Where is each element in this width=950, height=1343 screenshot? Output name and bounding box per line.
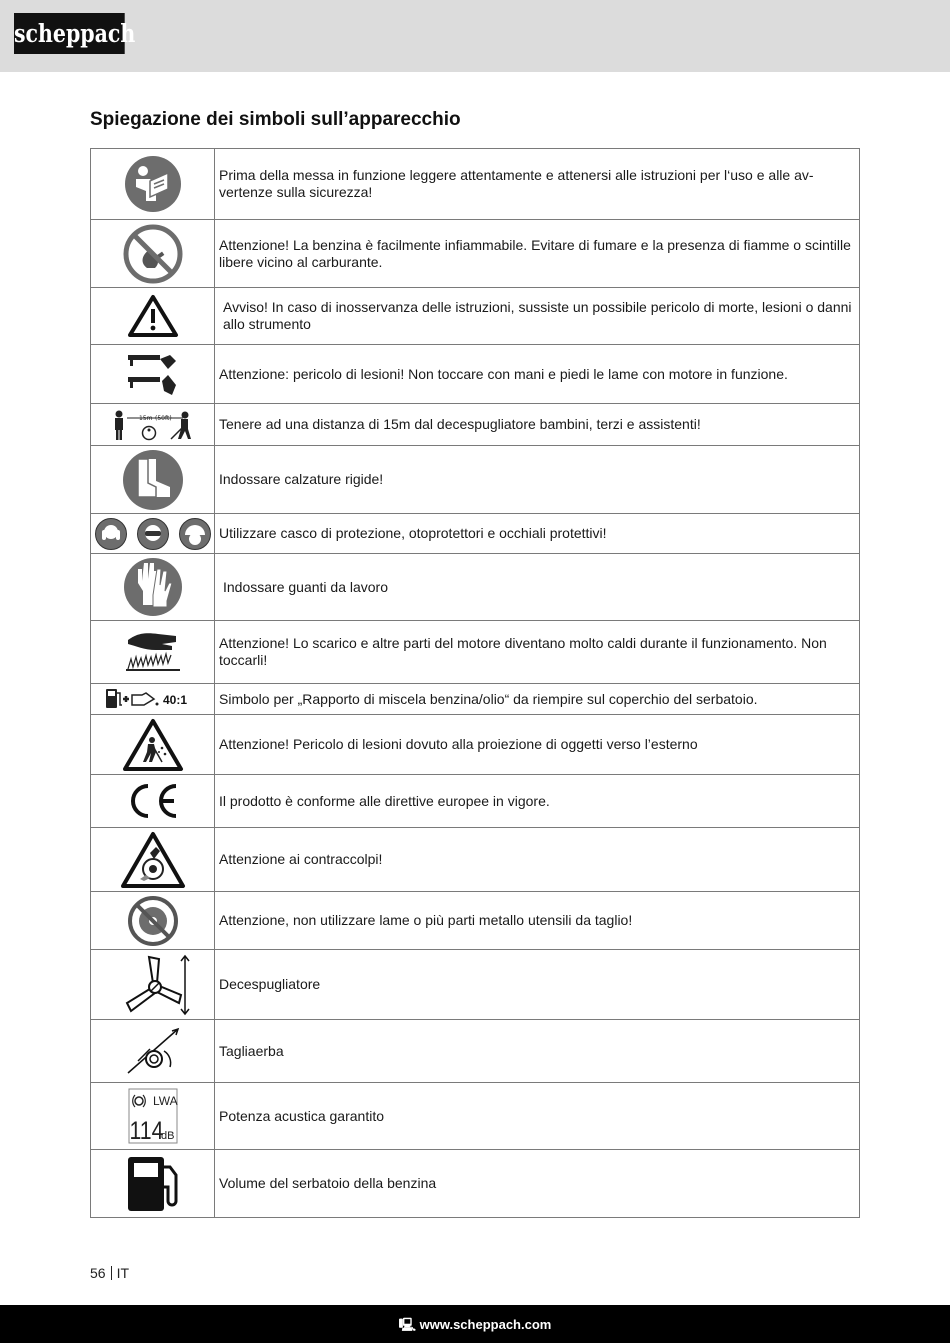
icon-cell (91, 775, 215, 828)
no-fire-icon (123, 224, 183, 284)
icon-cell (91, 514, 215, 554)
description-cell: Attenzione! Pericolo di lesioni dovuto alla proiezione di oggetti verso l’esterno (215, 715, 860, 775)
icon-cell (91, 220, 215, 288)
description-cell: Potenza acustica garantito (215, 1083, 860, 1150)
mix-ratio-label: 40:1 (162, 693, 187, 707)
distance-15m-icon (111, 409, 195, 441)
header-bar (0, 0, 950, 72)
description-cell: Utilizzare casco di protezione, otoprotettori e occhiali protettivi! (215, 514, 860, 554)
sound-power-value: 114 (129, 1116, 163, 1145)
brand-logo: scheppach (14, 13, 125, 54)
description-cell: Attenzione! Lo scarico e altre parti del motore diventano molto caldi durante il funzionamento. Non toccarli! (215, 621, 860, 684)
page-footer (90, 1265, 129, 1281)
description-cell: Attenzione! La benzina è facilmente infiammabile. Evitare di fumare e la presenza di fiamme o scintille libere vicino al carburante. (215, 220, 860, 288)
icon-cell (91, 446, 215, 514)
description-cell (215, 288, 860, 345)
description-cell: Attenzione, non utilizzare lame o più parti metallo utensili da taglio! (215, 892, 860, 950)
table-row (91, 621, 860, 684)
table-row (91, 828, 860, 892)
icon-cell (91, 950, 215, 1020)
icon-cell (91, 288, 215, 345)
symbols-table (90, 148, 860, 1218)
hot-surface-icon (124, 630, 182, 674)
table-row (91, 1020, 860, 1083)
icon-cell (91, 404, 215, 446)
warning-triangle-icon (127, 294, 179, 338)
table-row (91, 554, 860, 621)
icon-cell (91, 149, 215, 220)
description-cell: Tagliaerba (215, 1020, 860, 1083)
no-metal-blade-icon (127, 895, 179, 947)
table-row (91, 775, 860, 828)
computer-icon: 🖳 (398, 1317, 416, 1332)
ce-mark-icon (124, 780, 182, 822)
description-cell: Il prodotto è conforme alle direttive europee in vigore. (215, 775, 860, 828)
icon-cell (91, 1150, 215, 1218)
website-url-text: www.scheppach.com (419, 1317, 552, 1332)
table-row (91, 1150, 860, 1218)
icon-cell (91, 345, 215, 404)
distance-label-ft: (50ft) (154, 414, 172, 422)
page-title: Spiegazione dei simboli sull’apparecchio (90, 109, 461, 130)
brush-cutter-blade-icon (113, 953, 193, 1017)
table-row (91, 446, 860, 514)
blade-hand-foot-icon (126, 351, 180, 397)
description-cell (215, 554, 860, 621)
kickback-icon (120, 831, 186, 889)
description-cell: Simbolo per „Rapporto di miscela benzina/olio“ da riempire sul coperchio del serbatoio. (215, 684, 860, 715)
icon-cell (91, 554, 215, 621)
description-cell: Attenzione ai contraccolpi! (215, 828, 860, 892)
description-cell: Decespugliatore (215, 950, 860, 1020)
description-cell: Prima della messa in funzione leggere attentamente e attenersi alle istruzioni per l‘uso e alle av-vertenze sulla sicurezza! (215, 149, 860, 220)
page-number: 56 (90, 1265, 106, 1281)
sound-power-icon (127, 1087, 179, 1145)
grass-trimmer-icon (120, 1025, 186, 1077)
ear-eye-head-protection-icon (94, 517, 212, 551)
language-code: IT (116, 1265, 130, 1281)
icon-cell (91, 715, 215, 775)
gloves-icon (123, 557, 183, 617)
table-row (91, 684, 860, 715)
icon-cell (91, 1083, 215, 1150)
icon-cell (91, 828, 215, 892)
table-row (91, 514, 860, 554)
lwa-label: LWA (152, 1094, 178, 1108)
table-row (91, 149, 860, 220)
footer-divider (111, 1266, 112, 1280)
icon-cell (91, 621, 215, 684)
distance-label: 15m (138, 414, 152, 422)
table-row (91, 404, 860, 446)
icon-cell (91, 1020, 215, 1083)
table-row (91, 288, 860, 345)
description-cell: Attenzione: pericolo di lesioni! Non toccare con mani e piedi le lame con motore in funzione. (215, 345, 860, 404)
table-row (91, 345, 860, 404)
read-manual-icon (124, 155, 182, 213)
fuel-pump-icon (124, 1153, 182, 1215)
description-text: Avviso! In caso di inosservanza delle istruzioni, sussiste un possibile pericolo di morte, lesioni o danni allo strumento (223, 299, 852, 332)
website-url[interactable] (0, 1316, 950, 1338)
table-row (91, 950, 860, 1020)
icon-cell (91, 684, 215, 715)
description-cell: Indossare calzature rigide! (215, 446, 860, 514)
table-row (91, 715, 860, 775)
icon-cell (91, 892, 215, 950)
thrown-objects-icon (122, 718, 184, 772)
table-row (91, 1083, 860, 1150)
fuel-mix-icon (104, 687, 202, 711)
description-text: Indossare guanti da lavoro (223, 578, 388, 595)
safety-boots-icon (122, 449, 184, 511)
description-cell: Volume del serbatoio della benzina (215, 1150, 860, 1218)
table-row (91, 220, 860, 288)
description-cell: Tenere ad una distanza di 15m dal decespugliatore bambini, terzi e assistenti! (215, 404, 860, 446)
footer-bar (0, 1305, 950, 1343)
sound-power-unit: dB (160, 1130, 174, 1142)
table-row (91, 892, 860, 950)
